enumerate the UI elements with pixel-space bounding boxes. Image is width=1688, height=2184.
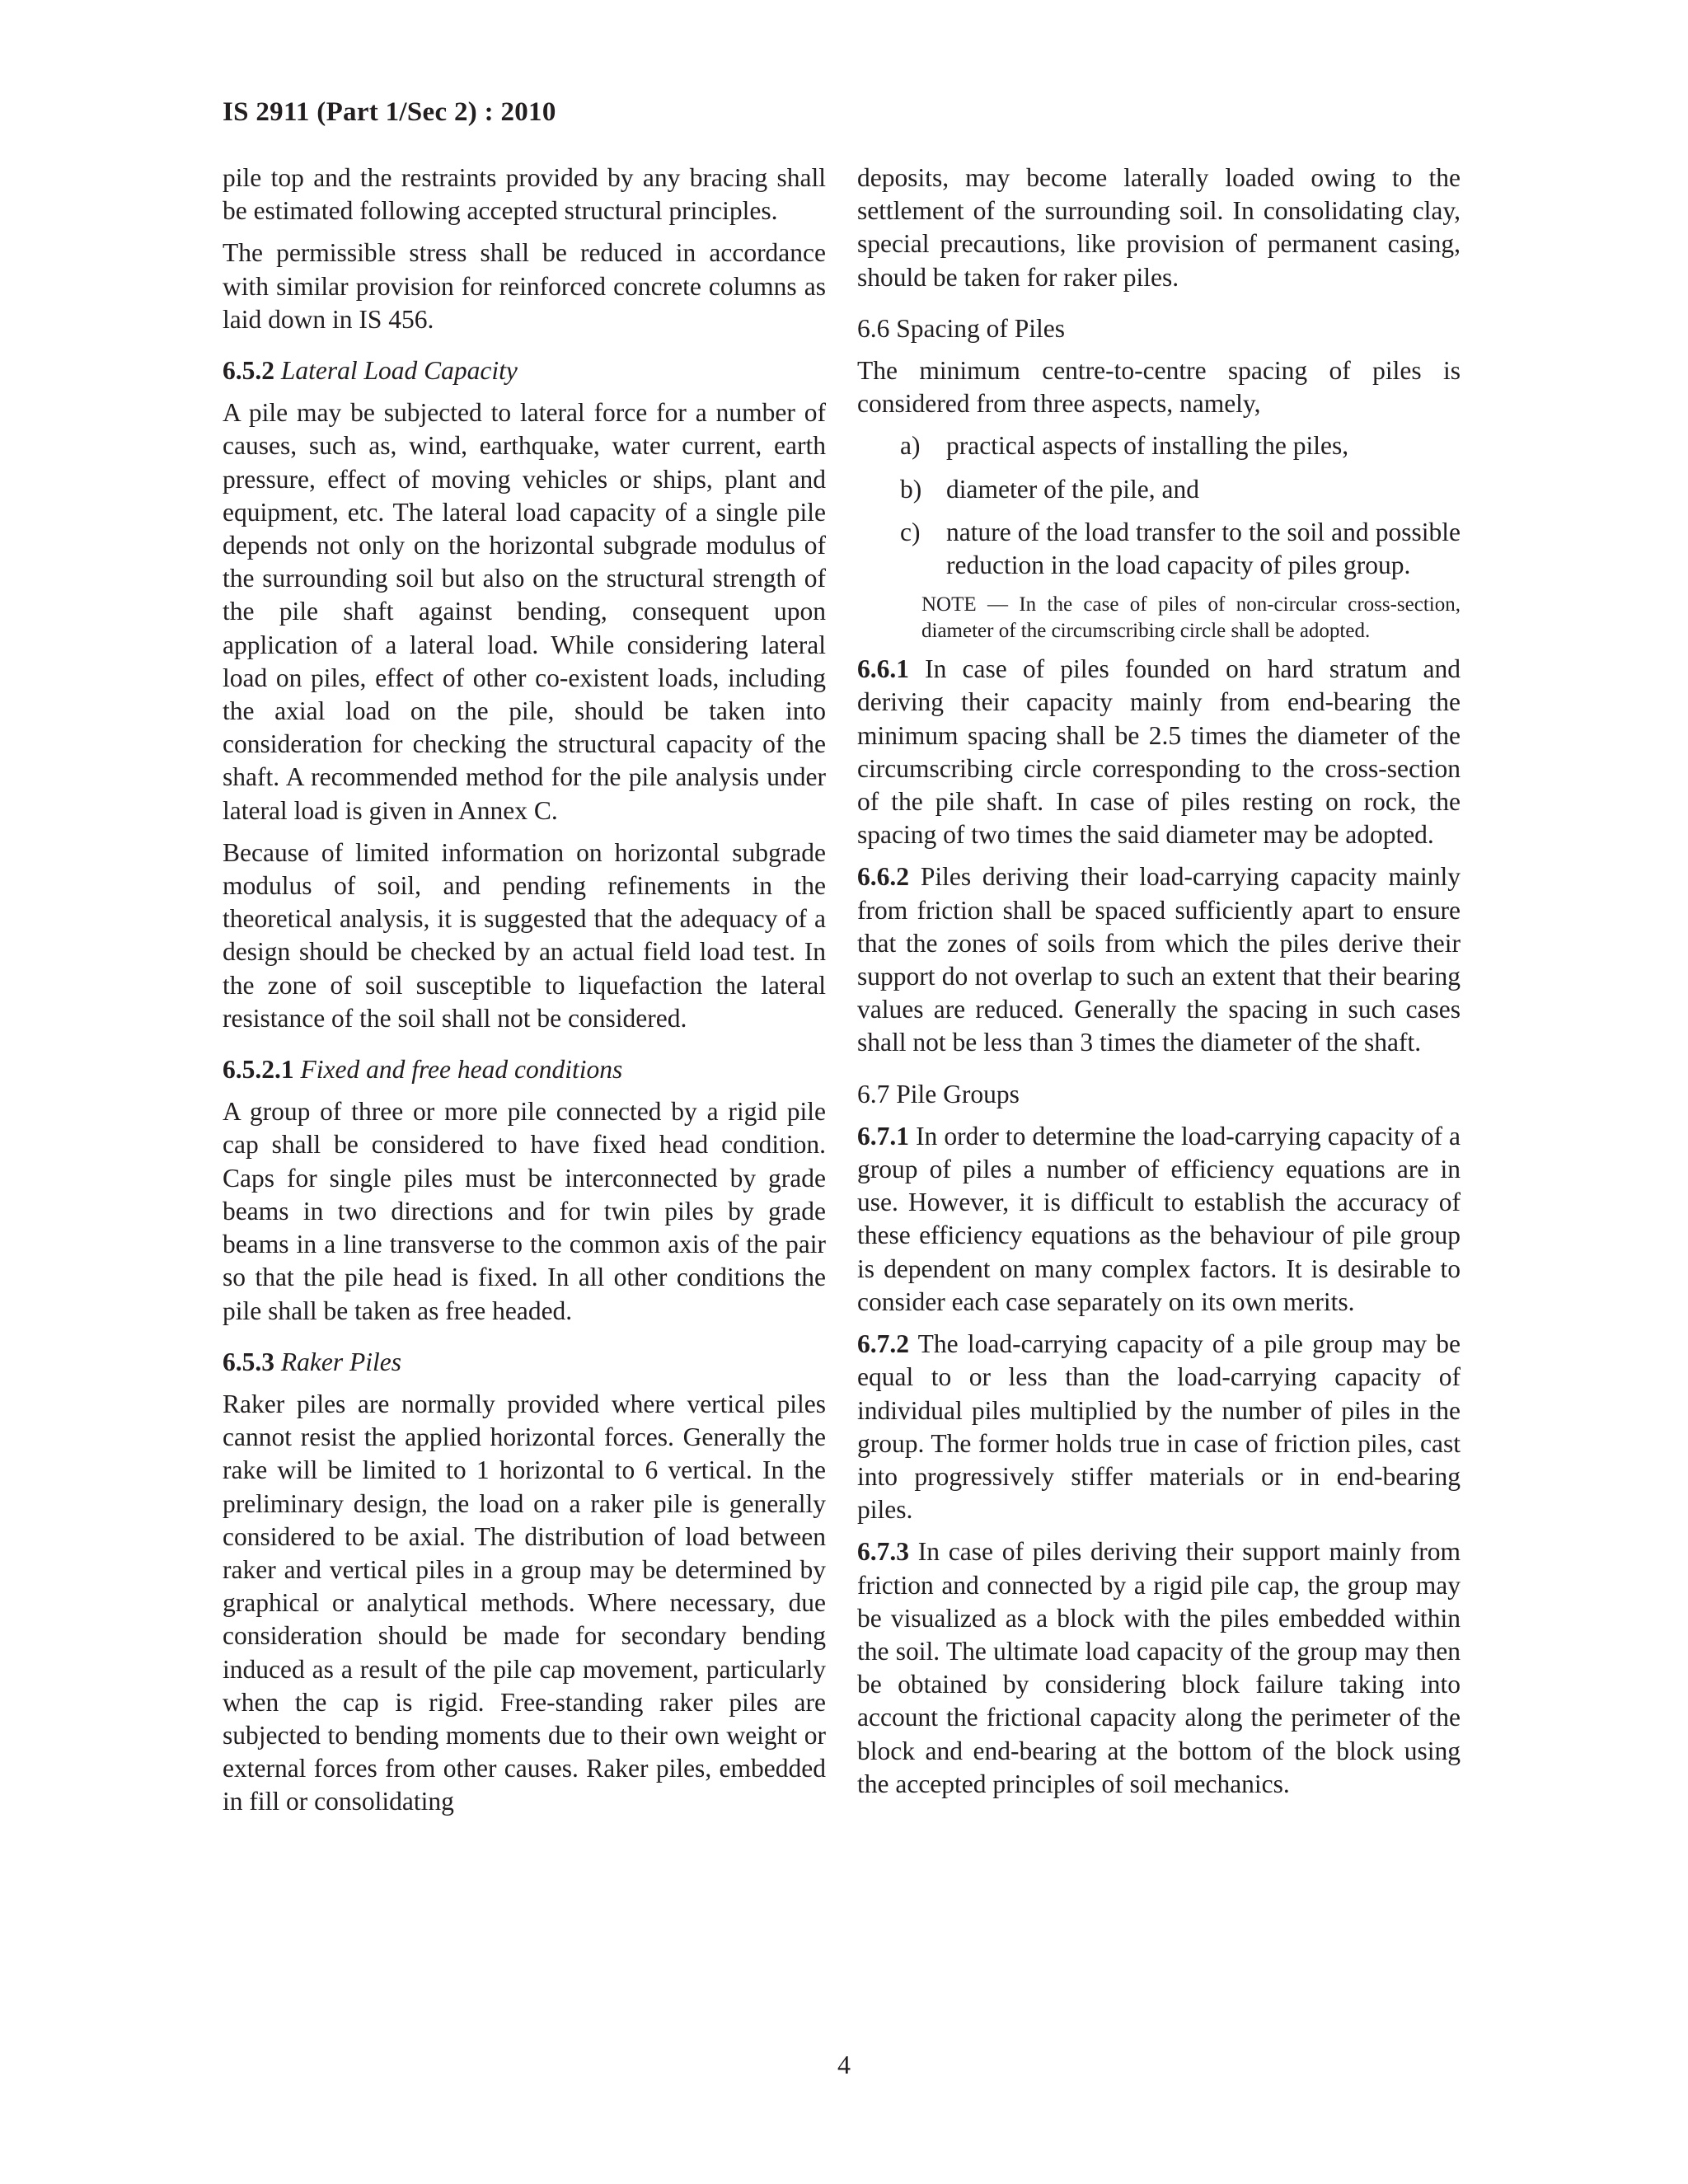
section-heading-6-6: 6.6 Spacing of Piles [857, 313, 1065, 343]
list-item [857, 516, 1461, 582]
right-column [857, 162, 1461, 1801]
list-item [857, 429, 1461, 462]
clause-6-7-3 [857, 1535, 1461, 1801]
clause-text: In case of piles deriving their support mainly from friction and connected by a rigid pile cap, the group may be visualized as a block with the piles embedded within the soil. The ultimate load capacity of the group may then be obtained by considering block failure taking into account the frictional capacity along the perimeter of the block and end-bearing at the bottom of the block using the accepted principles of soil mechanics. [857, 1537, 1461, 1798]
paragraph: Raker piles are normally provided where vertical piles cannot resist the applied horizontal forces. Generally the rake will be limited to 1 horizontal to 6 vertical. In the preliminary design, the load on a raker pile is generally considered to be axial. The distribution of load between raker and vertical piles in a group may be determined by graphical or analytical methods. Where necessary, due consideration should be made for secondary bending induced as a result of the pile cap movement, particularly when the cap is rigid. Free-standing raker piles are subjected to bending moments due to their own weight or external forces from other causes. Raker piles, embedded in fill or consolidating [223, 1389, 826, 1816]
section-heading-6-5-3 [223, 1346, 826, 1379]
section-title: Lateral Load Capacity [280, 356, 518, 386]
clause-text: In case of piles founded on hard stratum and deriving their capacity mainly from end-bearing the minimum spacing shall be 2.5 times the diameter of the circumscribing circle corresponding to the cross-section of the pile shaft. In case of piles resting on rock, the spacing of two times the said diameter may be adopted. [857, 654, 1461, 850]
paragraph: The minimum centre-to-centre spacing of piles is considered from three aspects, namely, [857, 356, 1461, 419]
clause-number: 6.7.2 [857, 1329, 909, 1359]
paragraph: deposits, may become laterally loaded owing to the settlement of the surrounding soil. In consolidating clay, special precautions, like provision of permanent casing, should be taken for raker piles. [857, 163, 1461, 292]
list-marker: c) [900, 517, 921, 546]
paragraph: A pile may be subjected to lateral force for a number of causes, such as, wind, earthquake, water current, earth pressure, effect of moving vehicles or ships, plant and equipment, etc. The lateral load capacity of a single pile depends not only on the horizontal subgrade modulus of the surrounding soil but also on the structural strength of the pile shaft against bending, consequent upon application of a lateral load. While considering lateral load on piles, effect of other co-existent loads, including the axial load on the pile, should be taken into consideration for checking the structural capacity of the shaft. A recommended method for the pile analysis under lateral load is given in Annex C. [223, 398, 826, 825]
paragraph: Because of limited information on horizontal subgrade modulus of soil, and pending refinements in the theoretical analysis, it is suggested that the adequacy of a design should be checked by an actual field load test. In the zone of soil susceptible to liquefaction the lateral resistance of the soil shall not be considered. [223, 837, 826, 1033]
paragraph: The permissible stress shall be reduced in accordance with similar provision for reinforced concrete columns as laid down in IS 456. [223, 238, 826, 334]
clause-6-6-1 [857, 653, 1461, 851]
section-number: 6.5.2.1 [223, 1055, 294, 1085]
section-heading-6-5-2 [223, 354, 826, 387]
section-title: Raker Piles [280, 1347, 401, 1376]
clause-number: 6.7.1 [857, 1121, 909, 1151]
clause-text: The load-carrying capacity of a pile group may be equal to or less than the load-carrying capacity of individual piles multiplied by the number of piles in the group. The former holds true in case of friction piles, cast into progressively stiffer materials or in end-bearing piles. [857, 1329, 1461, 1525]
list-marker: b) [900, 474, 922, 504]
clause-text: In order to determine the load-carrying capacity of a group of piles a number of efficiency equations are in use. However, it is difficult to establish the accuracy of these efficiency equations as the behaviour of pile group is dependent on many complex factors. It is desirable to consider each case separately on its own merits. [857, 1121, 1461, 1316]
paragraph: A group of three or more pile connected by a rigid pile cap shall be considered to have fixed head condition. Caps for single piles must be interconnected by grade beams in two directions and for twin piles by grade beams in a line transverse to the common axis of the pair so that the pile head is fixed. In all other conditions the pile shall be taken as free headed. [223, 1097, 826, 1325]
clause-number: 6.6.1 [857, 654, 909, 684]
list-item [857, 473, 1461, 506]
list-marker: a) [900, 431, 921, 461]
page-number: 4 [837, 2050, 851, 2079]
left-column [223, 162, 826, 1819]
clause-6-7-2 [857, 1328, 1461, 1526]
clause-number: 6.7.3 [857, 1537, 909, 1567]
clause-number: 6.6.2 [857, 862, 909, 892]
note: NOTE — In the case of piles of non-circular cross-section, diameter of the circumscribing circle shall be adopted. [921, 593, 1461, 642]
aspects-list [857, 429, 1461, 582]
list-item-text: diameter of the pile, and [946, 474, 1200, 504]
section-heading-6-7: 6.7 Pile Groups [857, 1079, 1020, 1108]
paragraph: pile top and the restraints provided by any bracing shall be estimated following accepted structural principles. [223, 163, 826, 226]
clause-6-7-1 [857, 1120, 1461, 1319]
clause-text: Piles deriving their load-carrying capacity mainly from friction shall be spaced sufficiently apart to ensure that the zones of soils from which the piles derive their support do not overlap to such an extent that their bearing values are reduced. Generally the spacing in such cases shall not be less than 3 times the diameter of the shaft. [857, 862, 1461, 1057]
section-heading-6-5-2-1 [223, 1053, 826, 1086]
page-header: IS 2911 (Part 1/Sec 2) : 2010 [223, 97, 556, 127]
section-title: Fixed and free head conditions [300, 1055, 623, 1085]
clause-6-6-2 [857, 860, 1461, 1059]
list-item-text: nature of the load transfer to the soil and possible reduction in the load capacity of piles group. [946, 517, 1461, 580]
section-number: 6.5.3 [223, 1347, 274, 1376]
section-number: 6.5.2 [223, 356, 274, 386]
list-item-text: practical aspects of installing the piles, [946, 431, 1349, 461]
